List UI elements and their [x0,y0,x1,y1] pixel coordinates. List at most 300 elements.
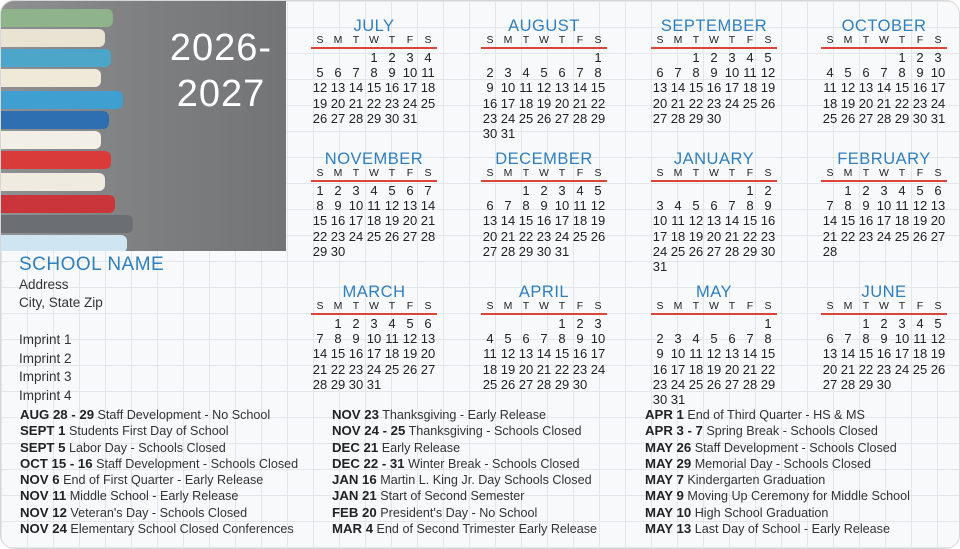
book-spine-illustration [1,215,133,233]
school-year-line-1: 2026- [169,27,273,69]
day-number: 23 [912,95,928,111]
month-april [481,283,607,392]
day-number: 9 [656,346,664,362]
event-item [332,423,597,439]
event-description: Labor Day - Schools Closed [68,440,226,455]
weekday-label: W [539,167,549,179]
day-number: 26 [402,361,418,377]
event-description: Last Day of School - Early Release [694,522,890,537]
empty-day [481,183,499,198]
day-number: 6 [862,65,870,81]
day-number: 9 [540,198,548,214]
day-number: 22 [840,228,856,244]
day-number: 21 [742,361,758,377]
day-number: 2 [388,50,396,65]
weekday-label: S [424,300,432,312]
day-number: 5 [540,65,548,81]
book-spine-illustration [1,29,105,47]
weekday-label: M [333,167,343,179]
weekday-header [651,35,777,49]
weekday-header [311,168,437,182]
book-spine-illustration [1,49,111,67]
day-number: 1 [594,50,602,65]
day-number: 12 [840,80,856,96]
empty-day [535,50,553,65]
weekday-label: S [934,34,942,46]
empty-day [535,316,553,331]
weekday-label: M [503,34,513,46]
day-number: 13 [822,346,838,362]
event-description: Kindergarten Graduation [687,473,826,488]
day-number: 19 [688,228,704,244]
day-number: 2 [880,316,888,331]
weekday-label: T [352,167,360,179]
day-number: 13 [652,80,668,96]
day-number: 27 [858,110,874,126]
day-number: 15 [858,346,874,362]
day-number: 30 [482,126,498,142]
weekday-label: M [503,167,513,179]
day-number: 10 [590,331,606,347]
weekday-label: F [746,34,754,46]
day-number: 26 [760,95,776,111]
day-number: 14 [742,346,758,362]
day-number: 25 [912,361,928,377]
day-number: 25 [688,376,704,392]
day-number: 6 [934,183,942,198]
empty-day [651,316,669,331]
day-number: 31 [500,126,516,142]
day-number: 5 [388,183,396,198]
weekday-label: S [486,300,494,312]
day-number: 13 [330,80,346,96]
day-number: 1 [862,316,870,331]
day-number: 24 [670,376,686,392]
weekday-header [481,301,607,315]
day-number: 17 [348,213,364,229]
event-description: Elementary School Closed Conferences [70,522,294,537]
weekday-label: S [486,34,494,46]
day-number: 4 [370,183,378,198]
day-number: 7 [880,65,888,81]
day-number: 14 [840,346,856,362]
books-photo [1,1,286,251]
weekday-label: S [656,34,664,46]
day-number: 10 [402,65,418,81]
day-number: 21 [822,228,838,244]
weekday-label: T [522,167,530,179]
day-number: 19 [912,213,928,229]
day-number: 17 [724,80,740,96]
weekday-label: W [369,167,379,179]
weekday-label: T [862,34,870,46]
events-column [20,407,298,537]
event-date: MAY 10 [645,504,692,520]
weekday-label: W [709,167,719,179]
weekday-header [651,301,777,315]
event-description: Memorial Day - Schools Closed [694,456,872,471]
event-date: NOV 12 [20,504,67,520]
day-number: 15 [894,80,910,96]
day-number: 6 [406,183,414,198]
weekday-header [481,168,607,182]
month-july [311,17,437,126]
event-description: Staff Development - No School [97,408,271,422]
event-item [20,505,298,521]
event-date: MAY 29 [645,455,692,471]
event-item [645,488,910,504]
day-number: 18 [384,346,400,362]
event-date: DEC 21 [332,439,379,455]
day-number: 30 [652,392,668,408]
book-spine-illustration [1,111,109,129]
day-number: 21 [348,95,364,111]
day-number: 22 [590,95,606,111]
day-number: 17 [590,346,606,362]
day-number: 10 [652,213,668,229]
month-may [651,283,777,407]
event-description: Moving Up Ceremony for Middle School [687,489,910,504]
empty-day [651,50,669,65]
day-number: 29 [858,376,874,392]
day-number: 16 [706,80,722,96]
day-number: 6 [424,316,432,331]
day-number: 1 [316,183,324,198]
event-item [332,521,597,537]
weekday-label: S [656,167,664,179]
day-number: 31 [652,259,668,275]
day-number: 27 [420,361,436,377]
weekday-label: S [594,300,602,312]
day-number: 22 [858,361,874,377]
month-name: OCTOBER [841,17,927,35]
event-description: End of First Quarter - Early Release [63,473,264,488]
empty-day [571,50,589,65]
event-description: Spring Break - Schools Closed [706,424,878,439]
day-number: 21 [670,95,686,111]
day-number: 5 [710,331,718,347]
day-number: 27 [724,376,740,392]
empty-day [857,50,875,65]
day-number: 26 [312,110,328,126]
day-number: 11 [573,198,587,214]
event-date: MAY 7 [645,472,684,488]
day-number: 29 [688,110,704,126]
day-number: 23 [536,228,552,244]
day-number: 22 [554,361,570,377]
day-number: 8 [898,65,906,81]
month-june [821,283,947,392]
day-number: 22 [518,228,534,244]
event-date: NOV 24 [20,521,67,537]
day-number: 30 [536,243,552,259]
event-item [20,488,298,504]
day-number: 19 [840,95,856,111]
empty-day [669,316,687,331]
day-number: 28 [312,376,328,392]
day-number: 31 [930,110,946,126]
day-number: 22 [330,361,346,377]
empty-day [651,183,669,198]
day-number: 22 [760,361,776,377]
day-number: 1 [370,50,378,65]
empty-day [517,50,535,65]
empty-day [499,316,517,331]
weekday-label: T [692,300,700,312]
event-date: SEPT 5 [20,439,66,455]
day-number: 5 [316,65,324,81]
empty-day [821,50,839,65]
event-item [332,505,597,521]
event-item [645,472,910,488]
day-number: 28 [876,110,892,126]
weekday-label: F [916,300,924,312]
day-number: 26 [930,361,946,377]
day-number: 4 [486,331,494,347]
weekday-header [821,35,947,49]
day-number: 20 [930,213,946,229]
day-number: 9 [486,80,494,96]
weekday-header [311,35,437,49]
weekday-label: T [862,167,870,179]
event-item [645,456,910,472]
weekday-label: W [369,300,379,312]
day-number: 27 [518,376,534,392]
event-date: APR 1 [645,407,684,422]
day-number: 21 [876,95,892,111]
event-date: DEC 22 - 31 [332,455,405,471]
weekday-label: T [898,300,906,312]
day-number: 2 [576,316,584,331]
day-number: 28 [500,243,516,259]
event-description: Thanksgiving - Early Release [382,408,546,422]
day-number: 14 [500,213,516,229]
weekday-label: T [728,167,736,179]
day-number: 23 [482,110,498,126]
weekday-label: M [503,300,513,312]
month-february [821,150,947,259]
day-number: 4 [692,331,700,347]
day-number: 5 [594,183,602,198]
event-description: Thanksgiving - Schools Closed [408,424,582,439]
event-date: APR 3 - 7 [645,423,703,439]
weekday-label: F [746,300,754,312]
month-name: AUGUST [508,17,580,35]
day-number: 21 [536,361,552,377]
day-number: 24 [894,361,910,377]
day-number: 4 [826,65,834,81]
weekday-label: M [673,300,683,312]
day-number: 18 [742,80,758,96]
day-number: 19 [760,80,776,96]
day-number: 25 [670,243,686,259]
book-spine-illustration [1,195,115,213]
book-spine-illustration [1,91,123,109]
weekday-label: S [826,34,834,46]
event-date: NOV 11 [20,488,67,504]
event-item [645,440,910,456]
day-number: 2 [916,50,924,65]
day-number: 15 [518,213,534,229]
day-number: 27 [822,376,838,392]
day-number: 20 [652,95,668,111]
day-number: 11 [385,331,399,347]
day-number: 27 [554,110,570,126]
event-description: Veteran's Day - Schools Closed [70,505,248,520]
day-number: 26 [706,376,722,392]
day-number: 14 [724,213,740,229]
empty-day [723,316,741,331]
day-number: 8 [844,198,852,214]
weekday-label: W [879,300,889,312]
event-item [20,423,298,439]
day-number: 24 [590,361,606,377]
day-number: 8 [316,198,324,214]
day-number: 11 [895,198,909,214]
empty-day [687,316,705,331]
day-number: 19 [536,95,552,111]
day-number: 23 [330,228,346,244]
weekday-label: F [916,167,924,179]
day-grid [311,183,437,259]
day-number: 13 [724,346,740,362]
day-number: 15 [590,80,606,96]
day-number: 15 [312,213,328,229]
empty-day [741,316,759,331]
day-number: 13 [482,213,498,229]
weekday-label: W [879,34,889,46]
day-number: 6 [656,65,664,81]
day-number: 29 [760,376,776,392]
day-number: 29 [330,376,346,392]
day-number: 16 [652,361,668,377]
day-number: 30 [912,110,928,126]
day-number: 20 [858,95,874,111]
day-number: 30 [384,110,400,126]
day-number: 22 [688,95,704,111]
empty-day [821,183,839,198]
event-description: Martin L. King Jr. Day Schools Closed [380,473,592,488]
day-grid [821,316,947,392]
day-number: 20 [554,95,570,111]
empty-day [669,50,687,65]
empty-day [669,183,687,198]
weekday-label: S [594,167,602,179]
month-name: NOVEMBER [324,150,424,168]
weekday-label: M [673,34,683,46]
day-number: 7 [674,65,682,81]
day-number: 9 [862,198,870,214]
day-number: 4 [674,198,682,214]
day-number: 8 [334,331,342,347]
day-number: 26 [912,228,928,244]
day-number: 12 [384,198,400,214]
day-number: 16 [384,80,400,96]
event-date: OCT 15 - 16 [20,455,93,471]
day-number: 17 [930,80,946,96]
weekday-label: S [486,167,494,179]
day-number: 10 [348,198,364,214]
event-item [645,423,910,439]
day-number: 13 [420,331,436,347]
day-number: 3 [504,65,512,81]
day-grid [651,316,777,407]
day-number: 18 [822,95,838,111]
day-number: 14 [312,346,328,362]
day-number: 2 [862,183,870,198]
day-number: 3 [406,50,414,65]
day-number: 5 [934,316,942,331]
empty-day [839,316,857,331]
day-number: 12 [930,331,946,347]
day-number: 6 [522,331,530,347]
day-number: 13 [706,213,722,229]
book-spine-illustration [1,131,101,149]
event-description: Staff Development - Schools Closed [694,440,897,455]
day-grid [651,50,777,126]
day-number: 17 [366,346,382,362]
month-name: DECEMBER [495,150,593,168]
day-number: 28 [742,376,758,392]
day-number: 10 [894,331,910,347]
empty-day [875,50,893,65]
event-date: MAY 26 [645,439,692,455]
day-number: 22 [312,228,328,244]
weekday-header [651,168,777,182]
day-number: 26 [384,228,400,244]
day-number: 15 [760,346,776,362]
day-number: 14 [420,198,436,214]
empty-day [347,50,365,65]
school-name: SCHOOL NAME [19,254,165,275]
day-number: 13 [858,80,874,96]
weekday-label: F [916,34,924,46]
weekday-label: T [692,34,700,46]
day-number: 2 [334,183,342,198]
day-number: 18 [482,361,498,377]
imprint-line: Imprint 3 [19,369,72,384]
day-number: 28 [536,376,552,392]
day-number: 1 [692,50,700,65]
day-grid [311,50,437,126]
day-number: 10 [930,65,946,81]
month-september [651,17,777,126]
weekday-label: W [539,300,549,312]
day-number: 25 [420,95,436,111]
day-number: 28 [840,376,856,392]
day-number: 25 [742,95,758,111]
day-number: 10 [670,346,686,362]
month-name: APRIL [518,283,570,301]
weekday-label: T [692,167,700,179]
empty-day [329,50,347,65]
weekday-label: W [709,300,719,312]
event-item [332,472,597,488]
day-number: 25 [518,110,534,126]
day-number: 16 [858,213,874,229]
weekday-label: T [558,300,566,312]
day-number: 11 [483,346,497,362]
weekday-label: M [843,34,853,46]
day-number: 7 [424,183,432,198]
day-grid [481,316,607,392]
day-number: 21 [312,361,328,377]
day-number: 8 [692,65,700,81]
day-number: 20 [330,95,346,111]
month-march [311,283,437,392]
day-number: 20 [822,361,838,377]
imprint-line: Imprint 4 [19,387,72,403]
